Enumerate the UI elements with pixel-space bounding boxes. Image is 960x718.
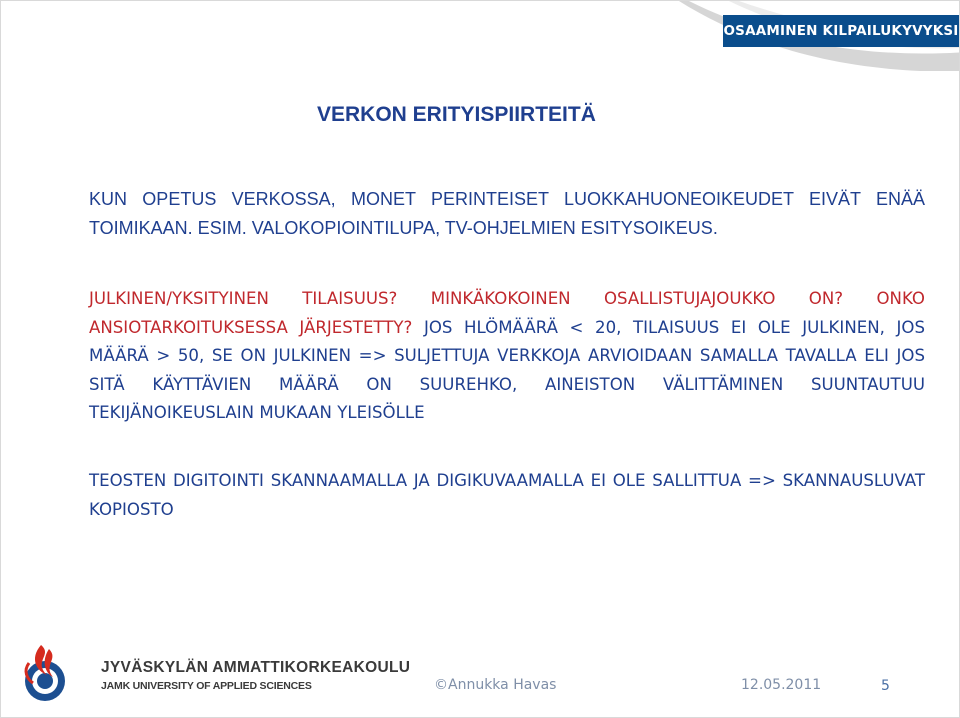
paragraph-classroom-rights: KUN OPETUS VERKOSSA, MONET PERINTEISET LUOKKAHUONEOIKEUDET EIVÄT ENÄÄ TOIMIKAAN. ESIM. VALOKOPIOINTILUPA, TV-OHJELMIEN ESITYSOIKEUS. — [89, 189, 925, 238]
header-banner: OSAAMINEN KILPAILUKYVYKSI — [723, 15, 959, 47]
footer-author: ©Annukka Havas — [434, 677, 557, 693]
paragraph-public-event — [89, 285, 925, 428]
institution-subtitle: JAMK UNIVERSITY OF APPLIED SCIENCES — [101, 680, 312, 692]
slide-title: VERKON ERITYISPIIRTEITÄ — [317, 103, 596, 126]
jamk-flame-icon — [19, 641, 81, 705]
paragraph-public-event-details: JOS HLÖMÄÄRÄ < 20, TILAISUUS EI OLE JULKINEN, JOS MÄÄRÄ > 50, SE ON JULKINEN => SULJETTUJA VERKKOJA ARVIOIDAAN SAMALLA TAVALLA ELI JOS SITÄ KÄYTTÄVIEN MÄÄRÄ ON SUUREHKO, AINEISTON VÄLITTÄMINEN SUUNTAUTUU TEKIJÄNOIKEUSLAIN MUKAAN YLEISÖLLE — [89, 317, 925, 423]
footer-date: 12.05.2011 — [741, 677, 822, 693]
paragraph-public-event-questions: JULKINEN/YKSITYINEN TILAISUUS? MINKÄKOKOINEN OSALLISTUJAJOUKKO ON? ONKO ANSIOTARKOITUKSESSA JÄRJESTETTY? — [89, 289, 925, 337]
paragraph-digitization: TEOSTEN DIGITOINTI SKANNAAMALLA JA DIGIKUVAAMALLA EI OLE SALLITTUA => SKANNAUSLUVAT KOPIOSTO — [89, 471, 925, 519]
institution-name: JYVÄSKYLÄN AMMATTIKORKEAKOULU — [101, 659, 411, 676]
page-number: 5 — [881, 678, 890, 694]
